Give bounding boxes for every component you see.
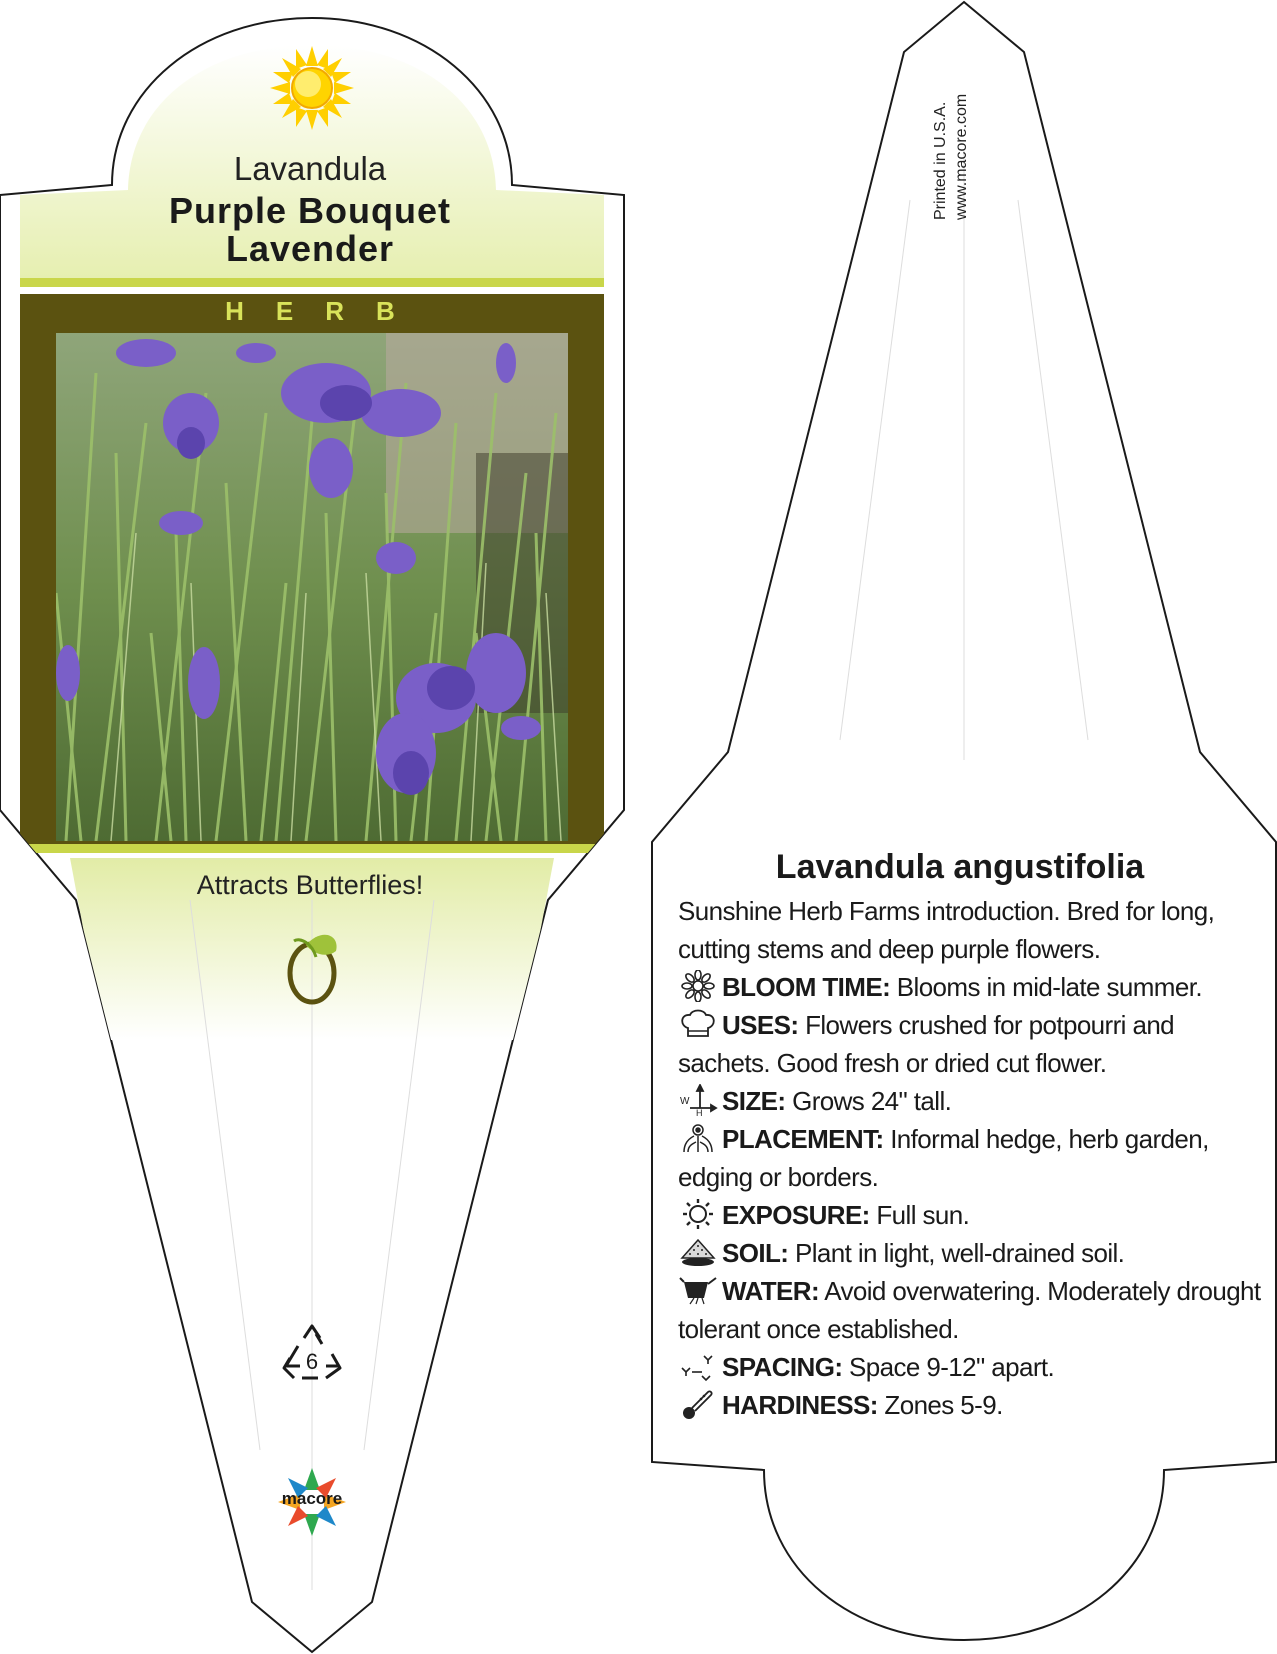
recycle-number: 6 [305,1349,319,1374]
exposure-row [678,1196,1268,1234]
plant-genus: Lavandula [233,150,387,187]
placement-icon [678,1122,720,1154]
plant-name-line1: Purple Bouquet [169,190,451,231]
lime-band-top [20,278,604,287]
bloom-time-label: BLOOM TIME: [722,972,891,1002]
thermometer-icon [678,1388,720,1420]
placement-label: PLACEMENT: [722,1124,884,1154]
size-label: SIZE: [722,1086,786,1116]
flower-icon [678,970,720,1002]
exposure-label: EXPOSURE: [722,1200,870,1230]
spacing-label: SPACING: [722,1352,843,1382]
placement-row [678,1120,1268,1196]
soil-row [678,1234,1268,1272]
watering-can-icon [678,1274,720,1306]
uses-row [678,1006,1268,1082]
soil-icon [678,1236,720,1268]
water-text: Avoid overwatering. Moderately drought tolerant once established. [678,1276,1261,1344]
printed-in: Printed in U.S.A. [932,101,949,220]
website: www.macore.com [953,93,970,220]
botanical-name: Lavandula angustifolia [775,848,1145,886]
chef-hat-icon [678,1008,720,1040]
tagline: Attracts Butterflies! [196,870,424,900]
sun-icon [270,46,354,130]
plant-photo [56,333,568,841]
svg-text:H: H [696,1108,702,1116]
lime-band-bottom [20,844,604,853]
spacing-text: Space 9-12" apart. [849,1352,1055,1382]
bloom-time-text: Blooms in mid-late summer. [896,972,1202,1002]
water-label: WATER: [722,1276,820,1306]
print-info [930,50,1100,240]
placement-text: Informal hedge, herb garden, edging or borders. [678,1124,1209,1192]
spacing-row [678,1348,1268,1386]
plant-name-line2: Lavender [225,228,395,269]
exposure-text: Full sun. [876,1200,970,1230]
water-row [678,1272,1268,1348]
uses-text: Flowers crushed for potpourri and sachets. Good fresh or dried cut flower. [678,1010,1175,1078]
soil-text: Plant in light, well-drained soil. [794,1238,1125,1268]
sun-icon [678,1198,720,1230]
size-row [678,1082,1268,1120]
bloom-time-row [678,968,1268,1006]
soil-label: SOIL: [722,1238,789,1268]
intro-text: Sunshine Herb Farms introduction. Bred for long, cutting stems and deep purple flowers. [678,896,1215,964]
size-icon [678,1084,720,1116]
hardiness-text: Zones 5-9. [884,1390,1003,1420]
plant-common-name [80,192,540,268]
hardiness-label: HARDINESS: [722,1390,878,1420]
spacing-icon [678,1350,720,1382]
plant-category: HERB [225,296,427,326]
plant-description [678,892,1268,1424]
size-text: Grows 24" tall. [792,1086,952,1116]
hardiness-row [678,1386,1268,1424]
svg-text:W: W [680,1096,689,1107]
uses-label: USES: [722,1010,799,1040]
brand-name: macore [281,1489,343,1508]
